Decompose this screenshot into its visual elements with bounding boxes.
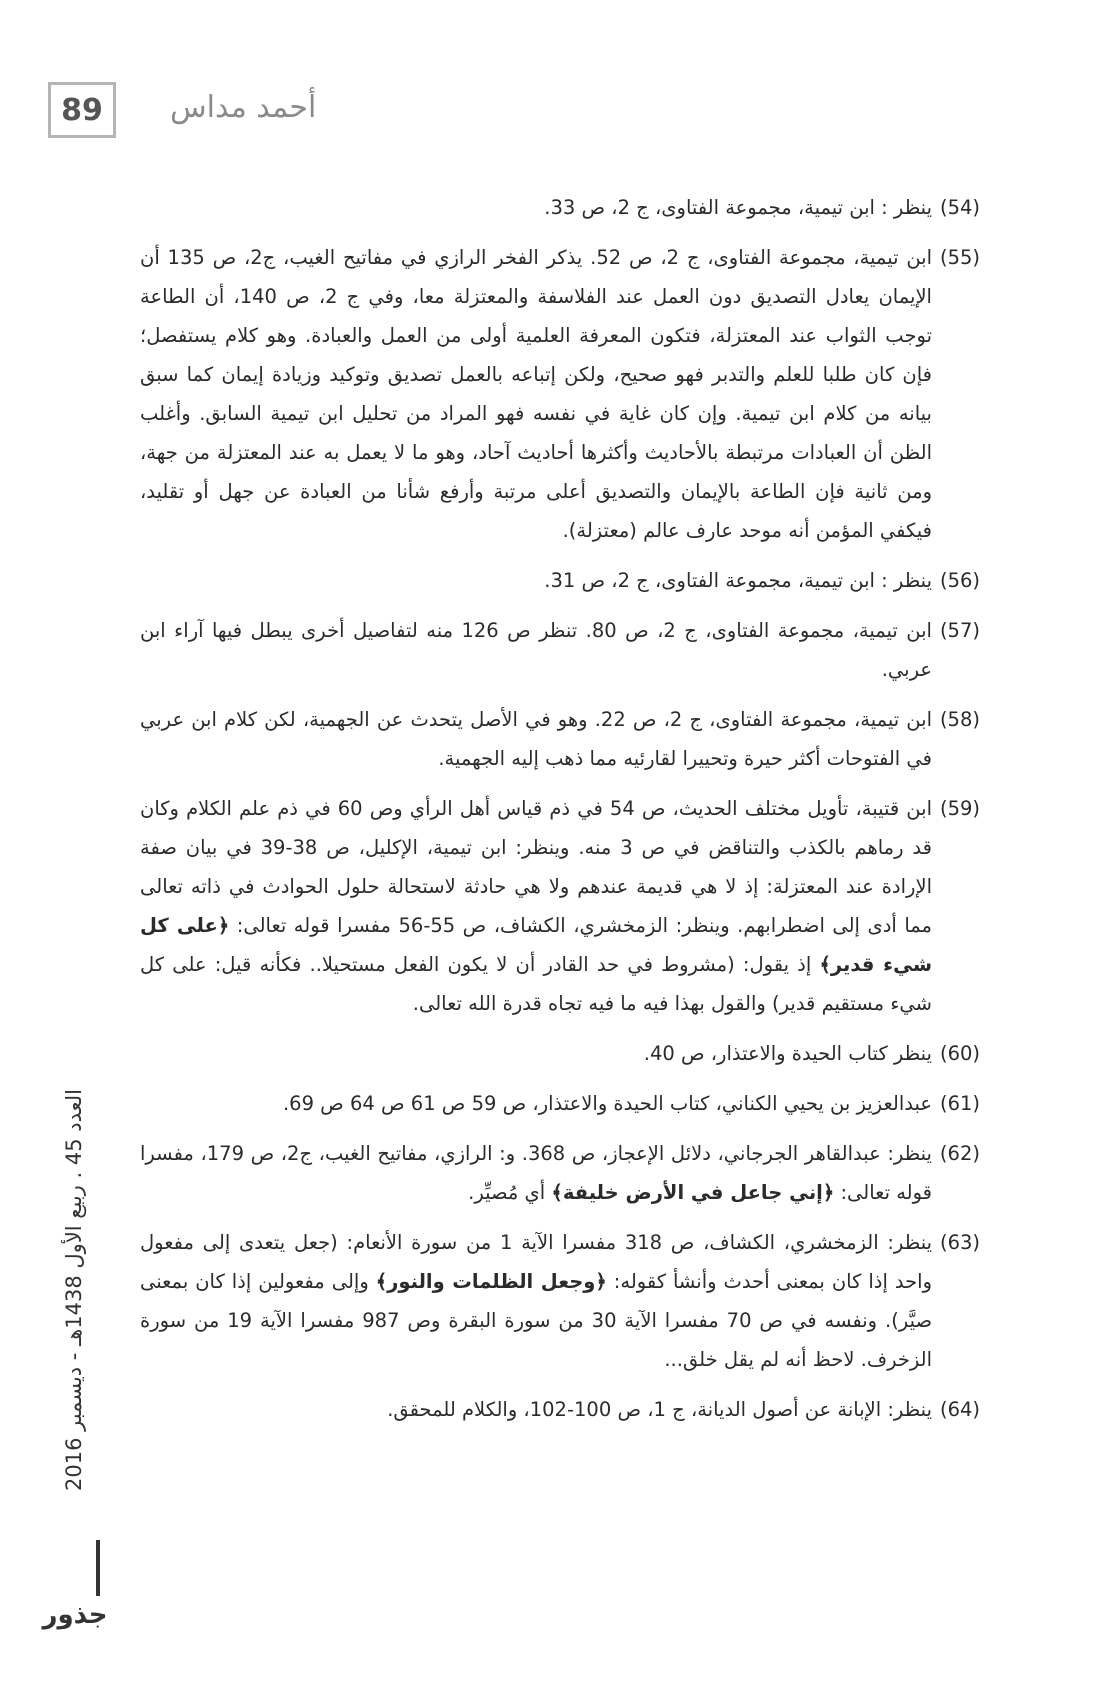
footnote-text: ينظر: الإبانة عن أصول الديانة، ج 1، ص 100-102، والكلام للمحقق. (387, 1398, 932, 1421)
footnote-number: (58) (939, 708, 980, 731)
footnote-text: ينظر: الزمخشري، الكشاف، ص 318 مفسرا الآية 1 من سورة الأنعام: (جعل يتعدى إلى مفعول واحد إذا كان بمعنى أحدث وأنشأ كقوله: (140, 1231, 932, 1293)
footnote-text: ابن تيمية، مجموعة الفتاوى، ج 2، ص 80. تنظر ص 126 منه لتفاصيل أخرى يبطل فيها آراء ابن عربي. (140, 619, 932, 681)
footnote-text: ينظر : ابن تيمية، مجموعة الفتاوى، ج 2، ص 31. (544, 569, 932, 592)
footnote-number: (57) (939, 619, 980, 642)
footnote-58 (140, 700, 980, 778)
footnote-number: (55) (939, 246, 981, 269)
quran-verse: ﴿إني جاعل في الأرض خليفة﴾ (551, 1181, 835, 1204)
footnote-60 (140, 1034, 980, 1073)
footnote-text: إذ يقول: (مشروط في حد القادر أن لا يكون الفعل مستحيلا.. فكأنه قيل: على كل شيء مستقيم قدير) والقول بهذا فيه ما فيه تجاه قدرة الله تعالى. (140, 953, 932, 1015)
footnote-text: ينظر كتاب الحيدة والاعتذار، ص 40. (643, 1042, 932, 1065)
footnote-number: (59) (939, 797, 980, 820)
footnote-57 (140, 611, 980, 689)
footnote-63 (140, 1223, 980, 1379)
footnote-number: (62) (939, 1142, 980, 1165)
footnote-number: (63) (939, 1231, 980, 1254)
footnote-text: ينظر : ابن تيمية، مجموعة الفتاوى، ج 2، ص 33. (544, 196, 932, 219)
side-divider (96, 1540, 100, 1596)
footnote-number: (56) (939, 569, 980, 592)
page-number: 89 (48, 82, 116, 138)
issue-info: العدد 45 . ربيع الأول 1438هـ - ديسمبر 2016 (62, 1089, 86, 1491)
footnote-text: ابن قتيبة، تأويل مختلف الحديث، ص 54 في ذم قياس أهل الرأي وص 60 في ذم علم الكلام وكان قد رماهم بالكذب والتناقض في ص 3 منه. وينظر: ابن تيمية، الإكليل، ص 38-39 في بيان صفة الإرادة عند المعتزلة: إذ لا هي قديمة عندهم ولا هي حادثة لاستحالة حلول الحوادث في ذاته تعالى مما أدى إلى اضطرابهم. وينظر: الزمخشري، الكشاف، ص 55-56 مفسرا قوله تعالى: (140, 797, 932, 937)
footnote-56 (140, 561, 980, 600)
footnote-text: ابن تيمية، مجموعة الفتاوى، ج 2، ص 22. وهو في الأصل يتحدث عن الجهمية، لكن كلام ابن عربي في الفتوحات أكثر حيرة وتحييرا لقارئيه مما ذهب إليه الجهمية. (140, 708, 932, 770)
journal-logo: جذور (42, 1600, 108, 1630)
quran-verse: ﴿على كل شيء قدير﴾ (140, 914, 932, 976)
footnote-number: (61) (939, 1092, 980, 1115)
footnote-number: (54) (939, 196, 980, 219)
footnote-number: (64) (939, 1398, 980, 1421)
footnote-62 (140, 1134, 980, 1212)
footnote-number: (60) (939, 1042, 980, 1065)
footnote-54 (140, 188, 980, 227)
footnote-61 (140, 1084, 980, 1123)
quran-verse: ﴿وجعل الظلمات والنور﴾ (375, 1270, 607, 1293)
footnotes-list (140, 188, 980, 1440)
footnote-text: ابن تيمية، مجموعة الفتاوى، ج 2، ص 52. يذكر الفخر الرازي في مفاتيح الغيب، ج2، ص 135 أن الإيمان يعادل التصديق دون العمل عند الفلاسفة والمعتزلة معا، وفي ج 2، ص 140، أن الطاعة توجب الثواب عند المعتزلة، فتكون المعرفة العلمية أولى من العمل والعبادة. وهو كلام يستفصل؛ فإن كان طلبا للعلم والتدبر فهو صحيح، ولكن إتباعه بالعمل تصديق وتوكيد وزيادة إيمان كما سبق بيانه من كلام ابن تيمية. وإن كان غاية في نفسه فهو المراد من تحليل ابن تيمية السابق. وأغلب الظن أن العبادات مرتبطة بالأحاديث وأكثرها أحاديث آحاد، وهو ما لا يعمل به عند المعتزلة من جهة، ومن ثانية فإن الطاعة بالإيمان والتصديق أعلى مرتبة وأرفع شأنا من العبادة عن جهل أو تقليد، فيكفي المؤمن أنه موحد عارف عالم (معتزلة). (140, 246, 933, 542)
footnote-text: عبدالعزيز بن يحيي الكناني، كتاب الحيدة والاعتذار، ص 59 ص 61 ص 64 ص 69. (282, 1092, 932, 1115)
author-name: أحمد مداس (170, 90, 317, 125)
footnote-text: وإلى مفعولين إذا كان بمعنى صيَّر). ونفسه في ص 70 مفسرا الآية 30 من سورة البقرة وص 987 مفسرا الآية 19 من سورة الزخرف. لاحظ أنه لم يقل خلق... (140, 1270, 933, 1371)
footnote-55 (140, 238, 980, 550)
footnote-text: أي مُصيِّر. (468, 1181, 552, 1204)
footnote-text: ينظر: عبدالقاهر الجرجاني، دلائل الإعجاز، ص 368. و: الرازي، مفاتيح الغيب، ج2، ص 179، مفسرا قوله تعالى: (140, 1142, 932, 1204)
footnote-59 (140, 789, 980, 1023)
issue-info-strip (54, 1030, 94, 1550)
footnote-64 (140, 1390, 980, 1429)
